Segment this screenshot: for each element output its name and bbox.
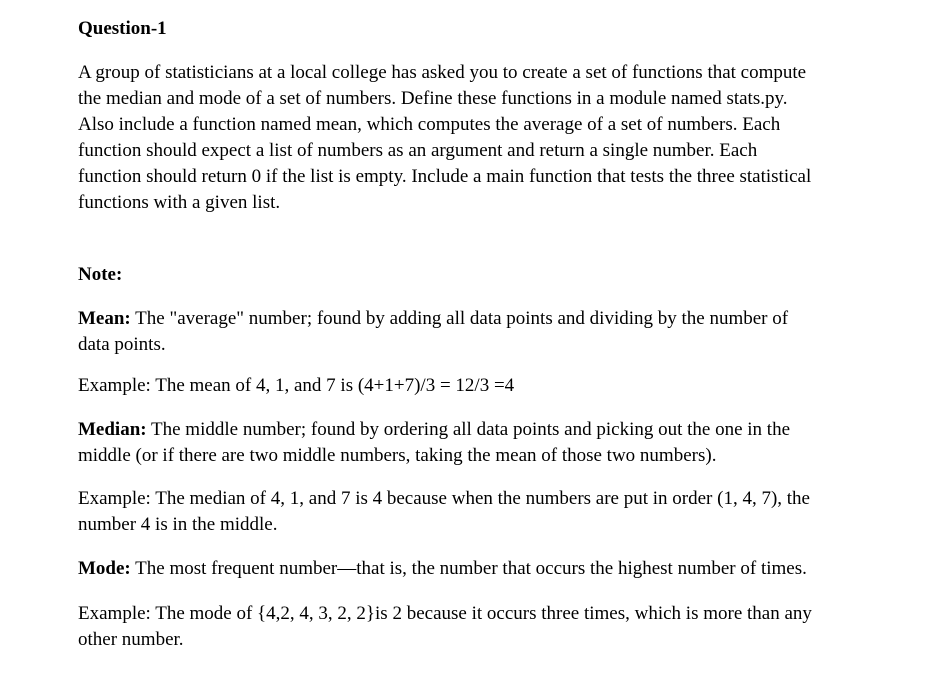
mode-example: [78, 601, 878, 653]
median-definition-text: The middle number; found by ordering all data points and picking out the one in the: [146, 419, 791, 440]
median-term: Median:: [78, 419, 147, 440]
mean-example-text: Example: The mean of 4, 1, and 7 is (4+1+7)/3 = 12/3 =4: [78, 375, 515, 396]
note-title: Note:: [78, 264, 123, 285]
question-body: [78, 60, 878, 216]
median-definition-text: middle (or if there are two middle numbers, taking the mean of those two numbers).: [78, 445, 717, 466]
question-line: function should return 0 if the list is empty. Include a main function that tests the three statistical: [78, 166, 812, 187]
mean-definition-text: data points.: [78, 334, 166, 355]
median-example-text: number 4 is in the middle.: [78, 514, 278, 535]
mean-definition: [78, 306, 878, 358]
mode-definition: [78, 556, 878, 582]
median-example-text: Example: The median of 4, 1, and 7 is 4 because when the numbers are put in order (1, 4, 7), the: [78, 488, 810, 509]
mode-example-text: other number.: [78, 629, 184, 650]
mean-definition-text: The "average" number; found by adding all data points and dividing by the number of: [130, 308, 789, 329]
mode-example-text: Example: The mode of {4,2, 4, 3, 2, 2}is 2 because it occurs three times, which is more than any: [78, 603, 812, 624]
mean-term: Mean:: [78, 308, 131, 329]
question-line: function should expect a list of numbers as an argument and return a single number. Each: [78, 140, 758, 161]
question-line: Also include a function named mean, which computes the average of a set of numbers. Each: [78, 114, 781, 135]
question-title: Question-1: [78, 18, 167, 39]
median-example: [78, 486, 878, 538]
mean-example: [78, 373, 878, 399]
median-definition: [78, 417, 878, 469]
question-line: the median and mode of a set of numbers. Define these functions in a module named stats.py.: [78, 88, 788, 109]
question-line: A group of statisticians at a local college has asked you to create a set of functions that compute: [78, 62, 807, 83]
mode-definition-text: The most frequent number—that is, the number that occurs the highest number of times.: [130, 558, 807, 579]
question-line: functions with a given list.: [78, 192, 281, 213]
mode-term: Mode:: [78, 558, 131, 579]
